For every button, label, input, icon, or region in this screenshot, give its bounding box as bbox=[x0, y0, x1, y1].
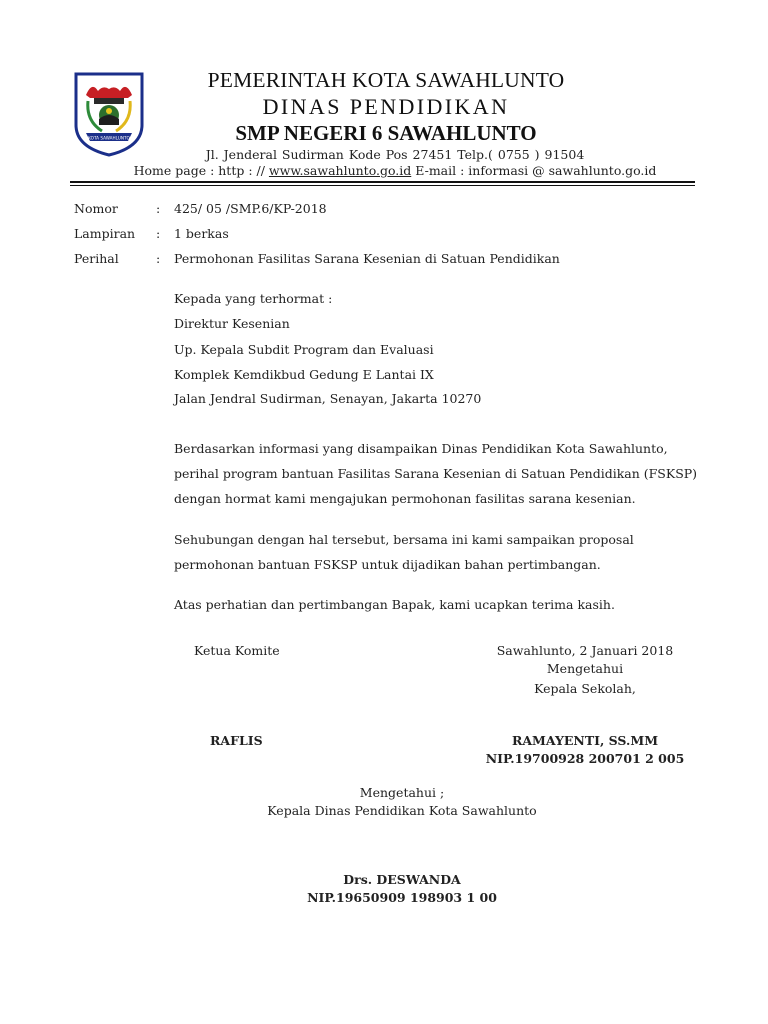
body-paragraph-line: permohonan bantuan FSKSP untuk dijadikan bahan pertimbangan. bbox=[174, 557, 601, 572]
perihal-value: Permohonan Fasilitas Sarana Kesenian di Satuan Pendidikan bbox=[174, 251, 560, 266]
letterhead-divider-thin bbox=[70, 185, 695, 186]
letterhead-address: Jl. Jenderal Sudirman Kode Pos 27451 Telp.( 0755 ) 91504 bbox=[205, 147, 585, 162]
lampiran-colon: : bbox=[156, 226, 161, 241]
head-nip: NIP.19650909 198903 1 00 bbox=[307, 890, 497, 905]
nomor-value: 425/ 05 /SMP.6/KP-2018 bbox=[174, 201, 327, 216]
recipient-salutation: Kepada yang terhormat : bbox=[174, 291, 333, 306]
homepage-link[interactable]: www.sawahlunto.go.id bbox=[268, 163, 412, 178]
nomor-colon: : bbox=[156, 201, 161, 216]
recipient-line: Jalan Jendral Sudirman, Senayan, Jakarta 10270 bbox=[174, 391, 482, 406]
body-paragraph-line: dengan hormat kami mengajukan permohonan fasilitas sarana kesenian. bbox=[174, 491, 636, 506]
letterhead-department: DINAS PENDIDIKAN bbox=[262, 94, 510, 119]
principal-nip: NIP.19700928 200701 2 005 bbox=[485, 751, 685, 766]
homepage-label: Home page : http : // bbox=[133, 163, 265, 178]
nomor-label: Nomor bbox=[74, 201, 118, 216]
letterhead-school: SMP NEGERI 6 SAWAHLUNTO bbox=[235, 121, 537, 145]
lampiran-label: Lampiran bbox=[74, 226, 136, 241]
body-paragraph-line: Sehubungan dengan hal tersebut, bersama ini kami sampaikan proposal bbox=[174, 532, 634, 547]
committee-title: Ketua Komite bbox=[194, 643, 280, 658]
email-text: E-mail : informasi @ sawahlunto.go.id bbox=[415, 163, 657, 178]
closing-line: Atas perhatian dan pertimbangan Bapak, kami ucapkan terima kasih. bbox=[174, 597, 615, 612]
perihal-label: Perihal bbox=[74, 251, 119, 266]
lampiran-value: 1 berkas bbox=[174, 226, 229, 241]
committee-name: RAFLIS bbox=[210, 733, 263, 748]
logo-banner-text: KOTA SAWAHLUNTO bbox=[88, 135, 130, 141]
principal-title: Kepala Sekolah, bbox=[534, 681, 636, 696]
body-paragraph-line: perihal program bantuan Fasilitas Sarana Kesenian di Satuan Pendidikan (FSKSP) bbox=[174, 466, 698, 481]
head-name: Drs. DESWANDA bbox=[343, 872, 461, 887]
letterhead-divider bbox=[70, 181, 695, 183]
recipient-line: Direktur Kesenian bbox=[174, 316, 290, 331]
principal-name: RAMAYENTI, SS.MM bbox=[511, 733, 659, 748]
recipient-line: Komplek Kemdikbud Gedung E Lantai IX bbox=[174, 367, 434, 382]
body-paragraph-line: Berdasarkan informasi yang disampaikan Dinas Pendidikan Kota Sawahlunto, bbox=[174, 441, 668, 456]
place-date: Sawahlunto, 2 Januari 2018 bbox=[496, 643, 674, 658]
acknowledgement-label: Mengetahui bbox=[546, 661, 624, 676]
sawahlunto-emblem-icon bbox=[72, 71, 146, 157]
letterhead-government: PEMERINTAH KOTA SAWAHLUNTO bbox=[207, 68, 565, 92]
head-title: Kepala Dinas Pendidikan Kota Sawahlunto bbox=[267, 803, 537, 818]
recipient-line: Up. Kepala Subdit Program dan Evaluasi bbox=[174, 342, 434, 357]
head-acknowledgement-label: Mengetahui ; bbox=[359, 785, 445, 800]
letterhead-contact bbox=[110, 163, 680, 178]
perihal-colon: : bbox=[156, 251, 161, 266]
